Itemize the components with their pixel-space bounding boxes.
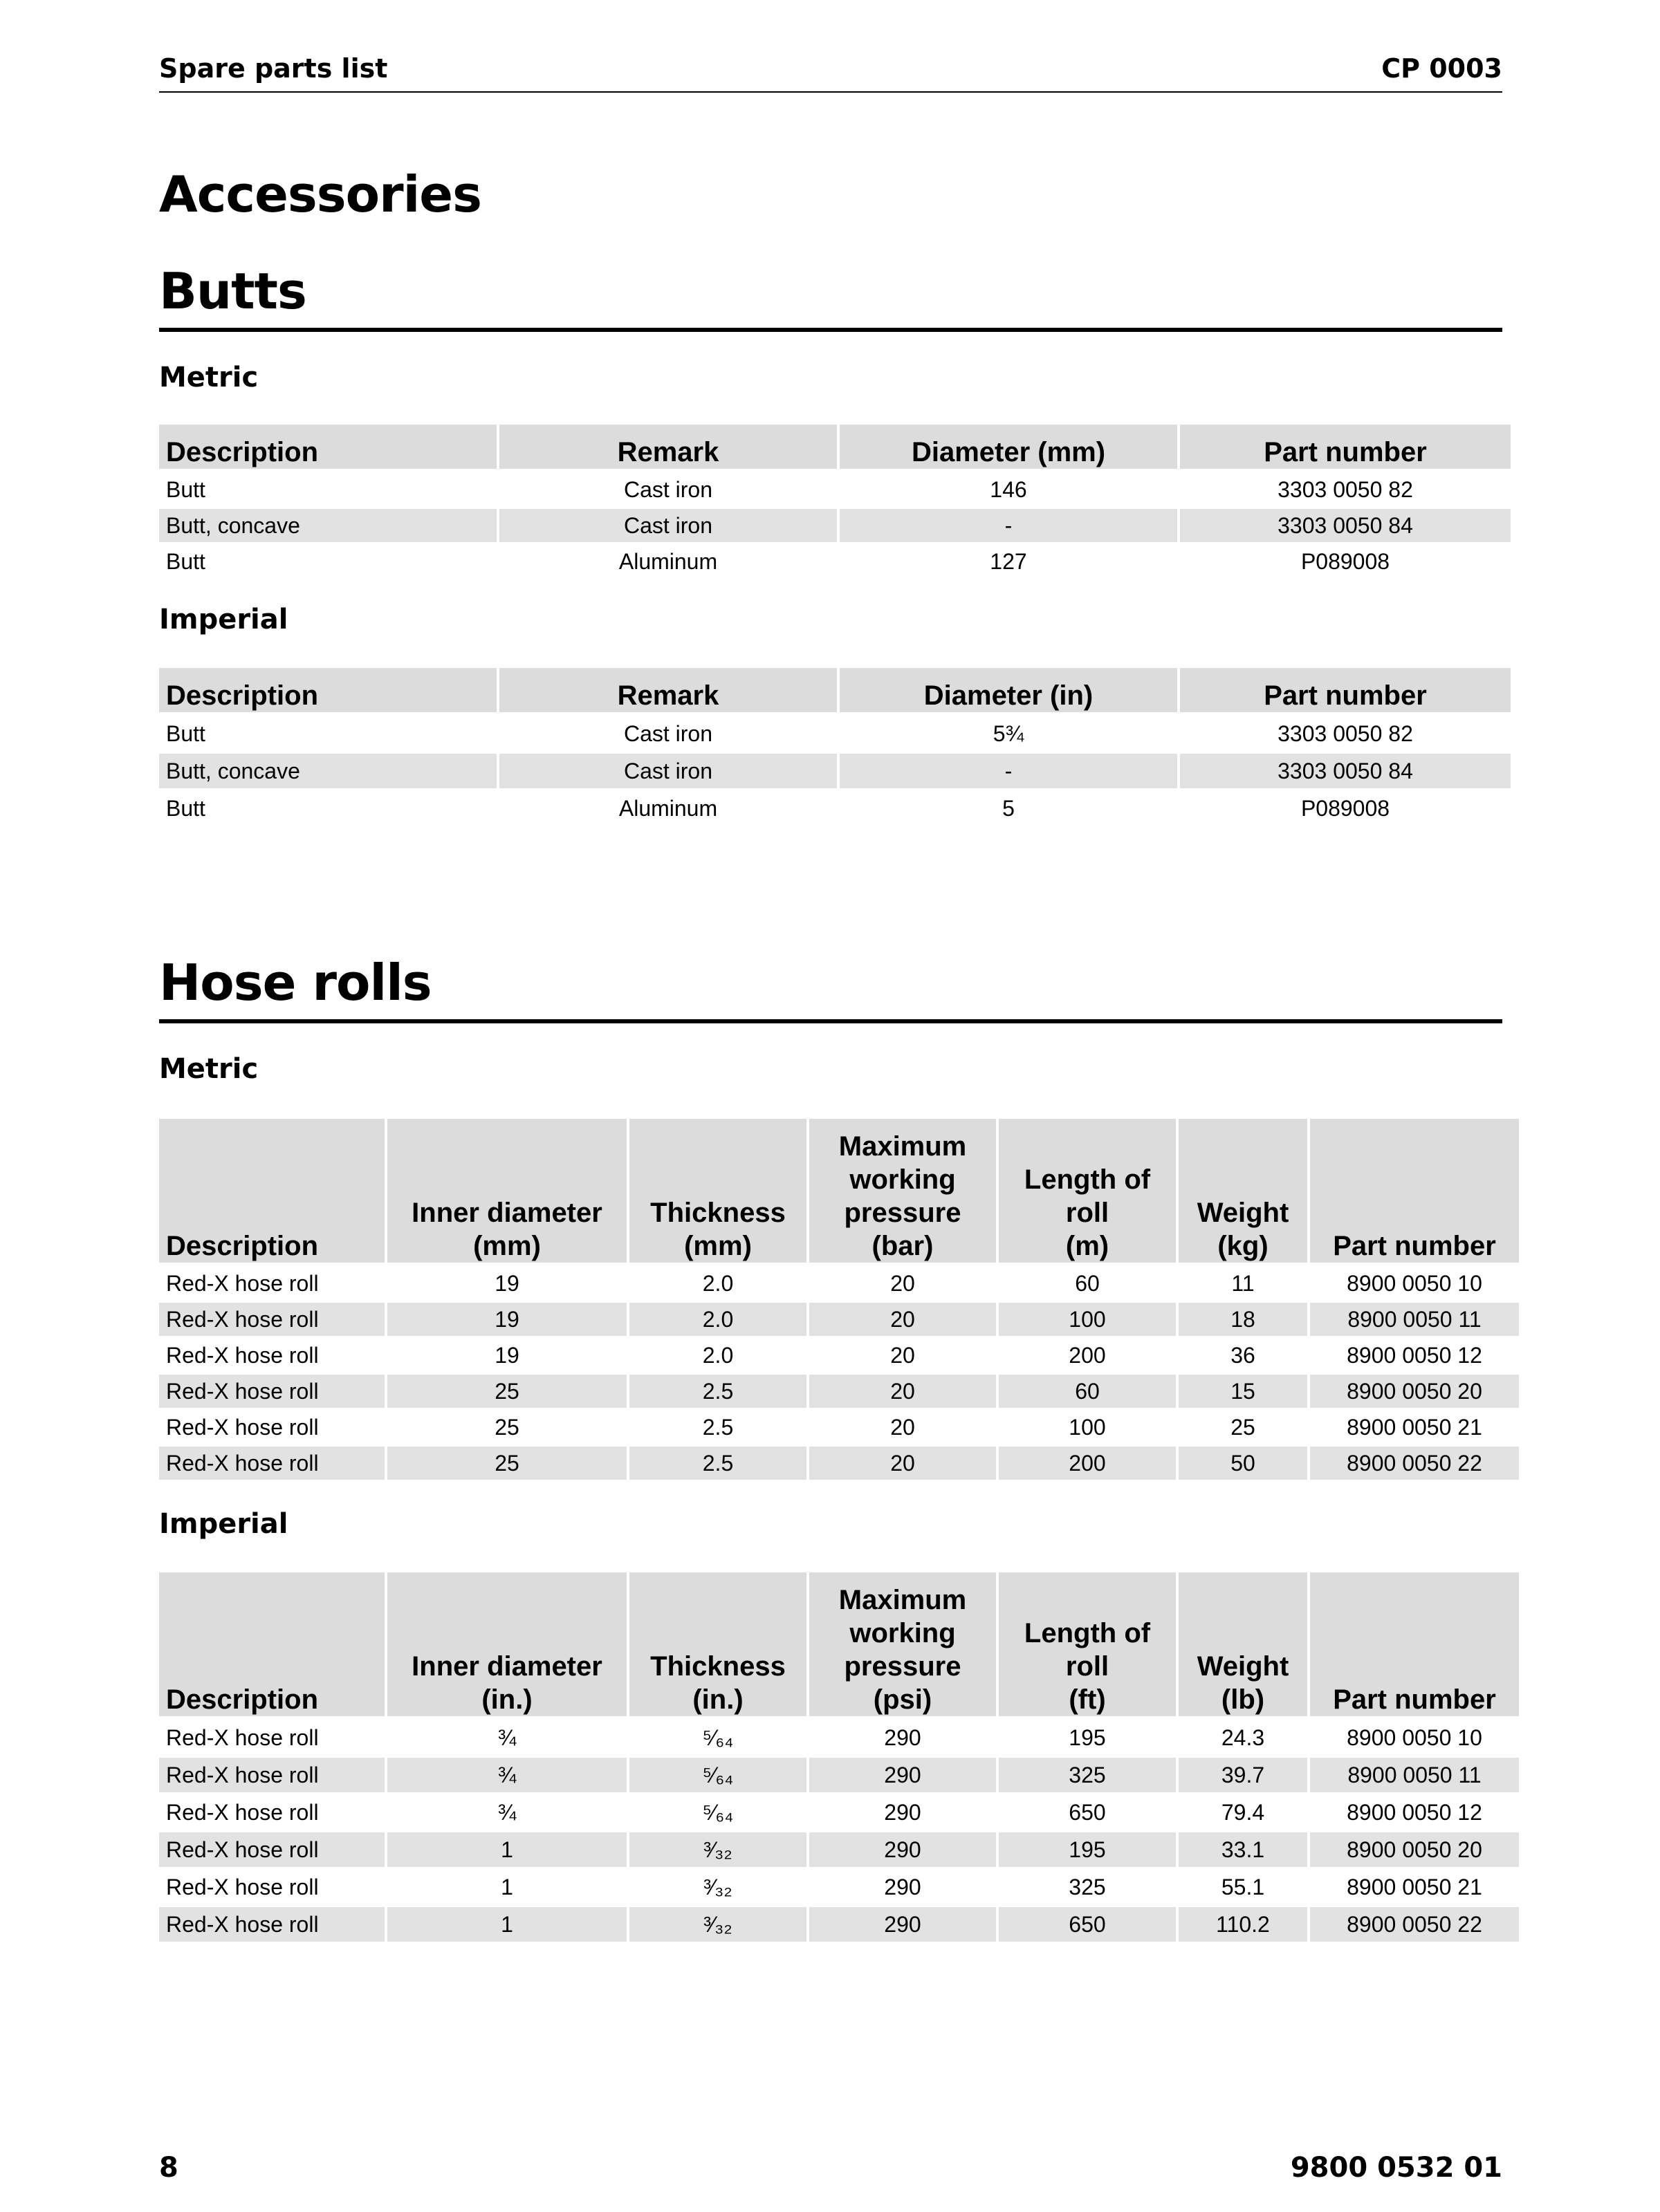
table-cell: 60 bbox=[999, 1375, 1176, 1411]
header-title: Spare parts list bbox=[159, 53, 388, 84]
column-header bbox=[1179, 1119, 1307, 1267]
table-cell: ³⁄₃₂ bbox=[629, 1832, 806, 1870]
table-cell: Red-X hose roll bbox=[159, 1795, 385, 1832]
table-cell: 195 bbox=[999, 1832, 1176, 1870]
table-cell: 33.1 bbox=[1179, 1832, 1307, 1870]
table-cell: 5 bbox=[840, 791, 1177, 828]
column-header-text: Maximum bbox=[838, 1585, 967, 1615]
column-header-text: (kg) bbox=[1217, 1231, 1269, 1261]
column-header-text: Part number bbox=[1264, 437, 1427, 467]
table-cell: 8900 0050 22 bbox=[1310, 1447, 1519, 1483]
column-header-text: Remark bbox=[617, 680, 719, 711]
table-cell: Red-X hose roll bbox=[159, 1447, 385, 1483]
table-cell: 50 bbox=[1179, 1447, 1307, 1483]
column-header-text: Length of bbox=[1024, 1618, 1151, 1648]
butts-rule bbox=[159, 328, 1502, 332]
table-cell: 110.2 bbox=[1179, 1907, 1307, 1944]
table-row bbox=[159, 1267, 1519, 1303]
table-cell: 8900 0050 11 bbox=[1310, 1758, 1519, 1795]
table-cell: 25 bbox=[387, 1447, 627, 1483]
column-header bbox=[1180, 668, 1511, 716]
table-row bbox=[159, 1447, 1519, 1483]
table-cell: 25 bbox=[387, 1411, 627, 1447]
hose-imperial-label: Imperial bbox=[159, 1508, 288, 1540]
table-cell: ³⁄₃₂ bbox=[629, 1907, 806, 1944]
hose-rolls-rule bbox=[159, 1019, 1502, 1023]
table-cell: Red-X hose roll bbox=[159, 1758, 385, 1795]
column-header bbox=[1310, 1572, 1519, 1720]
column-header-text: Part number bbox=[1264, 680, 1427, 711]
table-cell: 15 bbox=[1179, 1375, 1307, 1411]
document-number: 9800 0532 01 bbox=[1290, 2152, 1502, 2184]
table-cell: 290 bbox=[809, 1870, 996, 1907]
butts-metric-label: Metric bbox=[159, 362, 259, 393]
table-cell: 36 bbox=[1179, 1339, 1307, 1375]
table-row bbox=[159, 1758, 1519, 1795]
column-header-text: (lb) bbox=[1221, 1684, 1265, 1715]
table-cell: Red-X hose roll bbox=[159, 1870, 385, 1907]
table-cell: Red-X hose roll bbox=[159, 1411, 385, 1447]
table-cell: 100 bbox=[999, 1303, 1176, 1339]
column-header bbox=[159, 1119, 385, 1267]
table-cell: 19 bbox=[387, 1267, 627, 1303]
column-header-text: Description bbox=[166, 437, 319, 467]
table-cell: 290 bbox=[809, 1720, 996, 1758]
column-header-text: Thickness bbox=[650, 1651, 786, 1682]
table-cell: ¾ bbox=[387, 1720, 627, 1758]
table-cell: Butt bbox=[159, 545, 497, 581]
table-cell: 325 bbox=[999, 1758, 1176, 1795]
accessories-heading: Accessories bbox=[159, 165, 481, 223]
table-cell: 1 bbox=[387, 1870, 627, 1907]
table-cell: Red-X hose roll bbox=[159, 1303, 385, 1339]
column-header-text: pressure bbox=[844, 1198, 961, 1228]
table-row bbox=[159, 473, 1511, 509]
column-header-text: Inner diameter bbox=[412, 1198, 602, 1228]
column-header bbox=[1310, 1119, 1519, 1267]
table-cell: 2.0 bbox=[629, 1267, 806, 1303]
table-cell: 325 bbox=[999, 1870, 1176, 1907]
table-row bbox=[159, 509, 1511, 545]
column-header-text: (bar) bbox=[872, 1231, 934, 1261]
table-row bbox=[159, 791, 1511, 828]
column-header-text: Part number bbox=[1333, 1684, 1496, 1715]
table-header-row bbox=[159, 425, 1511, 473]
table-cell: 8900 0050 20 bbox=[1310, 1832, 1519, 1870]
table-row bbox=[159, 1375, 1519, 1411]
table-header-row bbox=[159, 1572, 1519, 1720]
hose-metric-label: Metric bbox=[159, 1053, 259, 1085]
column-header bbox=[499, 425, 837, 473]
table-cell: 20 bbox=[809, 1375, 996, 1411]
table-cell: 2.0 bbox=[629, 1339, 806, 1375]
column-header-text: (mm) bbox=[473, 1231, 541, 1261]
table-header-row bbox=[159, 1119, 1519, 1267]
column-header bbox=[629, 1119, 806, 1267]
table-cell: ⁵⁄₆₄ bbox=[629, 1758, 806, 1795]
table-cell: ⁵⁄₆₄ bbox=[629, 1795, 806, 1832]
table-cell: 2.5 bbox=[629, 1411, 806, 1447]
table-cell: 60 bbox=[999, 1267, 1176, 1303]
table-cell: P089008 bbox=[1180, 545, 1511, 581]
table-cell: ¾ bbox=[387, 1795, 627, 1832]
column-header-text: working bbox=[849, 1618, 956, 1648]
column-header bbox=[1180, 425, 1511, 473]
column-header-text: Length of bbox=[1024, 1164, 1151, 1195]
table-cell: Cast iron bbox=[499, 716, 837, 754]
table-cell: 8900 0050 11 bbox=[1310, 1303, 1519, 1339]
table-cell: 19 bbox=[387, 1303, 627, 1339]
table-cell: 1 bbox=[387, 1832, 627, 1870]
column-header bbox=[840, 668, 1177, 716]
table-row bbox=[159, 1720, 1519, 1758]
column-header-text: (psi) bbox=[873, 1684, 932, 1715]
column-header-text: Maximum bbox=[838, 1131, 967, 1162]
table-row bbox=[159, 1303, 1519, 1339]
table-cell: 20 bbox=[809, 1411, 996, 1447]
table-cell: 20 bbox=[809, 1447, 996, 1483]
table-cell: 200 bbox=[999, 1447, 1176, 1483]
column-header-text: (in.) bbox=[692, 1684, 744, 1715]
table-cell: 20 bbox=[809, 1303, 996, 1339]
table-cell: Red-X hose roll bbox=[159, 1907, 385, 1944]
column-header bbox=[159, 1572, 385, 1720]
table-cell: Butt bbox=[159, 716, 497, 754]
table-cell: P089008 bbox=[1180, 791, 1511, 828]
column-header-text: (mm) bbox=[684, 1231, 752, 1261]
table-row bbox=[159, 1411, 1519, 1447]
table-cell: 39.7 bbox=[1179, 1758, 1307, 1795]
table-cell: 19 bbox=[387, 1339, 627, 1375]
table-row bbox=[159, 1870, 1519, 1907]
table-cell: 24.3 bbox=[1179, 1720, 1307, 1758]
table-row bbox=[159, 1907, 1519, 1944]
table-cell: 200 bbox=[999, 1339, 1176, 1375]
table-cell: 8900 0050 20 bbox=[1310, 1375, 1519, 1411]
column-header bbox=[499, 668, 837, 716]
table-cell: 20 bbox=[809, 1267, 996, 1303]
table-cell: 2.5 bbox=[629, 1375, 806, 1411]
table-cell: 1 bbox=[387, 1907, 627, 1944]
table-cell: 8900 0050 21 bbox=[1310, 1870, 1519, 1907]
table-cell: Cast iron bbox=[499, 754, 837, 791]
column-header bbox=[159, 425, 497, 473]
column-header-text: (m) bbox=[1065, 1231, 1109, 1261]
table-cell: 195 bbox=[999, 1720, 1176, 1758]
column-header bbox=[809, 1119, 996, 1267]
table-cell: 8900 0050 12 bbox=[1310, 1339, 1519, 1375]
table-cell: 2.5 bbox=[629, 1447, 806, 1483]
table-cell: - bbox=[840, 754, 1177, 791]
column-header-text: roll bbox=[1065, 1651, 1109, 1682]
column-header bbox=[159, 668, 497, 716]
column-header-text: Remark bbox=[617, 437, 719, 467]
table-cell: - bbox=[840, 509, 1177, 545]
table-cell: 3303 0050 82 bbox=[1180, 473, 1511, 509]
table-cell: 100 bbox=[999, 1411, 1176, 1447]
table-cell: 650 bbox=[999, 1907, 1176, 1944]
table-cell: Butt, concave bbox=[159, 754, 497, 791]
table-cell: 20 bbox=[809, 1339, 996, 1375]
column-header-text: Weight bbox=[1197, 1651, 1289, 1682]
table-cell: 146 bbox=[840, 473, 1177, 509]
table-cell: Cast iron bbox=[499, 473, 837, 509]
column-header bbox=[999, 1119, 1176, 1267]
table-cell: Butt, concave bbox=[159, 509, 497, 545]
hose-rolls-heading: Hose rolls bbox=[159, 954, 432, 1012]
table-row bbox=[159, 1832, 1519, 1870]
column-header-text: pressure bbox=[844, 1651, 961, 1682]
column-header bbox=[387, 1572, 627, 1720]
column-header-text: working bbox=[849, 1164, 956, 1195]
butts-imperial-table bbox=[156, 668, 1513, 828]
table-row bbox=[159, 1795, 1519, 1832]
column-header-text: Description bbox=[166, 1684, 319, 1715]
column-header-text: Diameter (in) bbox=[923, 680, 1094, 711]
table-cell: 8900 0050 10 bbox=[1310, 1267, 1519, 1303]
table-cell: 3303 0050 82 bbox=[1180, 716, 1511, 754]
table-cell: Red-X hose roll bbox=[159, 1267, 385, 1303]
table-cell: Butt bbox=[159, 791, 497, 828]
page-number: 8 bbox=[159, 2152, 178, 2184]
butts-metric-table bbox=[156, 425, 1513, 581]
column-header bbox=[387, 1119, 627, 1267]
table-cell: 8900 0050 22 bbox=[1310, 1907, 1519, 1944]
table-cell: 79.4 bbox=[1179, 1795, 1307, 1832]
column-header bbox=[809, 1572, 996, 1720]
table-row bbox=[159, 716, 1511, 754]
table-cell: 290 bbox=[809, 1832, 996, 1870]
butts-heading: Butts bbox=[159, 262, 306, 320]
table-cell: 5¾ bbox=[840, 716, 1177, 754]
table-cell: Aluminum bbox=[499, 545, 837, 581]
column-header-text: Thickness bbox=[650, 1198, 786, 1228]
table-cell: 25 bbox=[1179, 1411, 1307, 1447]
column-header-text: (in.) bbox=[481, 1684, 533, 1715]
table-cell: 3303 0050 84 bbox=[1180, 509, 1511, 545]
table-cell: 25 bbox=[387, 1375, 627, 1411]
column-header-text: Diameter (mm) bbox=[911, 437, 1106, 467]
table-cell: Red-X hose roll bbox=[159, 1720, 385, 1758]
table-cell: Red-X hose roll bbox=[159, 1832, 385, 1870]
table-row bbox=[159, 754, 1511, 791]
table-cell: 3303 0050 84 bbox=[1180, 754, 1511, 791]
table-cell: ⁵⁄₆₄ bbox=[629, 1720, 806, 1758]
hose-imperial-table bbox=[156, 1572, 1522, 1944]
table-cell: ³⁄₃₂ bbox=[629, 1870, 806, 1907]
table-cell: 650 bbox=[999, 1795, 1176, 1832]
table-cell: 8900 0050 10 bbox=[1310, 1720, 1519, 1758]
column-header bbox=[840, 425, 1177, 473]
table-cell: Red-X hose roll bbox=[159, 1339, 385, 1375]
table-cell: 8900 0050 12 bbox=[1310, 1795, 1519, 1832]
table-cell: 18 bbox=[1179, 1303, 1307, 1339]
table-cell: 8900 0050 21 bbox=[1310, 1411, 1519, 1447]
table-row bbox=[159, 1339, 1519, 1375]
table-cell: 290 bbox=[809, 1907, 996, 1944]
column-header-text: Description bbox=[166, 1231, 319, 1261]
page-header bbox=[159, 51, 1502, 93]
column-header bbox=[629, 1572, 806, 1720]
column-header-text: roll bbox=[1065, 1198, 1109, 1228]
table-cell: 127 bbox=[840, 545, 1177, 581]
column-header-text: Inner diameter bbox=[412, 1651, 602, 1682]
table-cell: 55.1 bbox=[1179, 1870, 1307, 1907]
table-cell: ¾ bbox=[387, 1758, 627, 1795]
column-header-text: Description bbox=[166, 680, 319, 711]
column-header-text: (ft) bbox=[1069, 1684, 1106, 1715]
table-row bbox=[159, 545, 1511, 581]
table-cell: 290 bbox=[809, 1758, 996, 1795]
table-cell: Red-X hose roll bbox=[159, 1375, 385, 1411]
table-cell: 11 bbox=[1179, 1267, 1307, 1303]
column-header bbox=[1179, 1572, 1307, 1720]
column-header-text: Part number bbox=[1333, 1231, 1496, 1261]
table-cell: 2.0 bbox=[629, 1303, 806, 1339]
table-cell: Butt bbox=[159, 473, 497, 509]
table-cell: 290 bbox=[809, 1795, 996, 1832]
column-header bbox=[999, 1572, 1176, 1720]
table-cell: Cast iron bbox=[499, 509, 837, 545]
table-header-row bbox=[159, 668, 1511, 716]
header-code: CP 0003 bbox=[1381, 53, 1502, 84]
table-cell: Aluminum bbox=[499, 791, 837, 828]
butts-imperial-label: Imperial bbox=[159, 604, 288, 635]
column-header-text: Weight bbox=[1197, 1198, 1289, 1228]
hose-metric-table bbox=[156, 1119, 1522, 1483]
